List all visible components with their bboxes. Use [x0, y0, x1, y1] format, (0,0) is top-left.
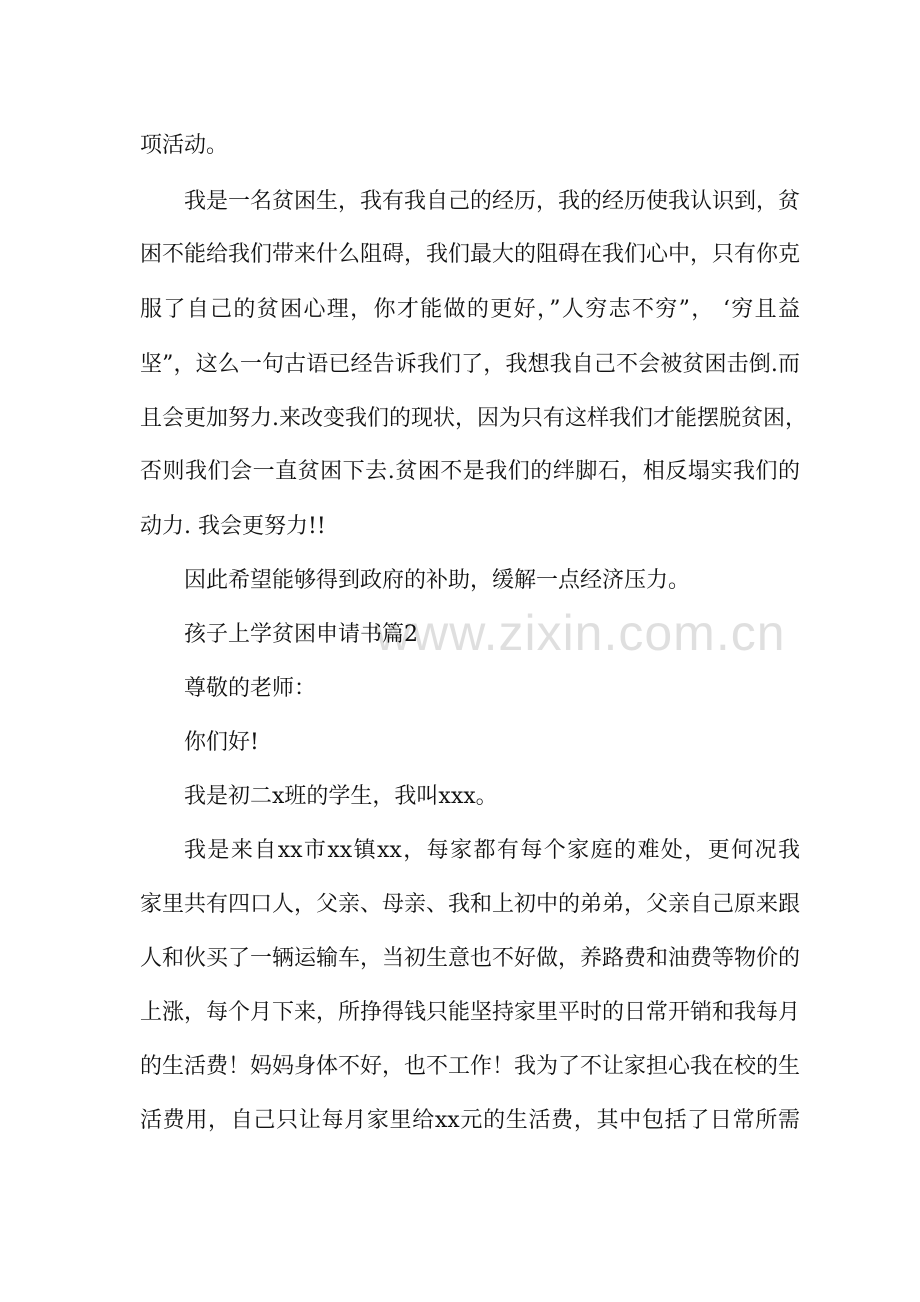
- paragraph-line: 我是来自xx市xx镇xx，每家都有每个家庭的难处，更何况我: [184, 838, 800, 863]
- text-line: 项活动。: [140, 133, 229, 158]
- paragraph-line: 动力. 我会更努力!!: [140, 514, 326, 539]
- paragraph-line: 否则我们会一直贫困下去.贫困不是我们的绊脚石，相反塌实我们的: [140, 459, 800, 484]
- paragraph-line: 困不能给我们带来什么阻碍，我们最大的阻碍在我们心中，只有你克: [140, 242, 801, 267]
- section-heading: 孩子上学贫困申请书篇2: [184, 622, 418, 647]
- paragraph-line: 因此希望能够得到政府的补助，缓解一点经济压力。: [184, 568, 691, 593]
- paragraph-line: 家里共有四口人，父亲、母亲、我和上初中的弟弟，父亲自己原来跟: [140, 892, 801, 917]
- paragraph-line: 的生活费！妈妈身体不好，也不工作！我为了不让家担心我在校的生: [140, 1054, 801, 1079]
- paragraph-line: 上涨，每个月下来，所挣得钱只能坚持家里平时的日常开销和我每月: [140, 1000, 801, 1025]
- paragraph-line: 我是初二x班的学生，我叫xxx。: [184, 784, 498, 809]
- watermark: www.zixin.com.cn: [375, 605, 786, 661]
- paragraph-line: 且会更加努力.来改变我们的现状，因为只有这样我们才能摆脱贫困，: [140, 406, 807, 431]
- paragraph-line: 活费用，自己只让每月家里给xx元的生活费，其中包括了日常所需: [140, 1108, 800, 1133]
- greeting: 你们好!: [184, 730, 259, 755]
- salutation: 尊敬的老师：: [184, 676, 317, 701]
- paragraph-line: 服了自己的贫困心理，你才能做的更好，”人穷志不穷”， ‘穷且益: [140, 297, 800, 322]
- paragraph-line: 我是一名贫困生，我有我自己的经历，我的经历使我认识到，贫: [184, 189, 801, 214]
- paragraph-line: 人和伙买了一辆运输车，当初生意也不好做，养路费和油费等物价的: [140, 946, 801, 971]
- paragraph-line: 坚”，这么一句古语已经告诉我们了，我想我自己不会被贫困击倒.而: [140, 352, 800, 377]
